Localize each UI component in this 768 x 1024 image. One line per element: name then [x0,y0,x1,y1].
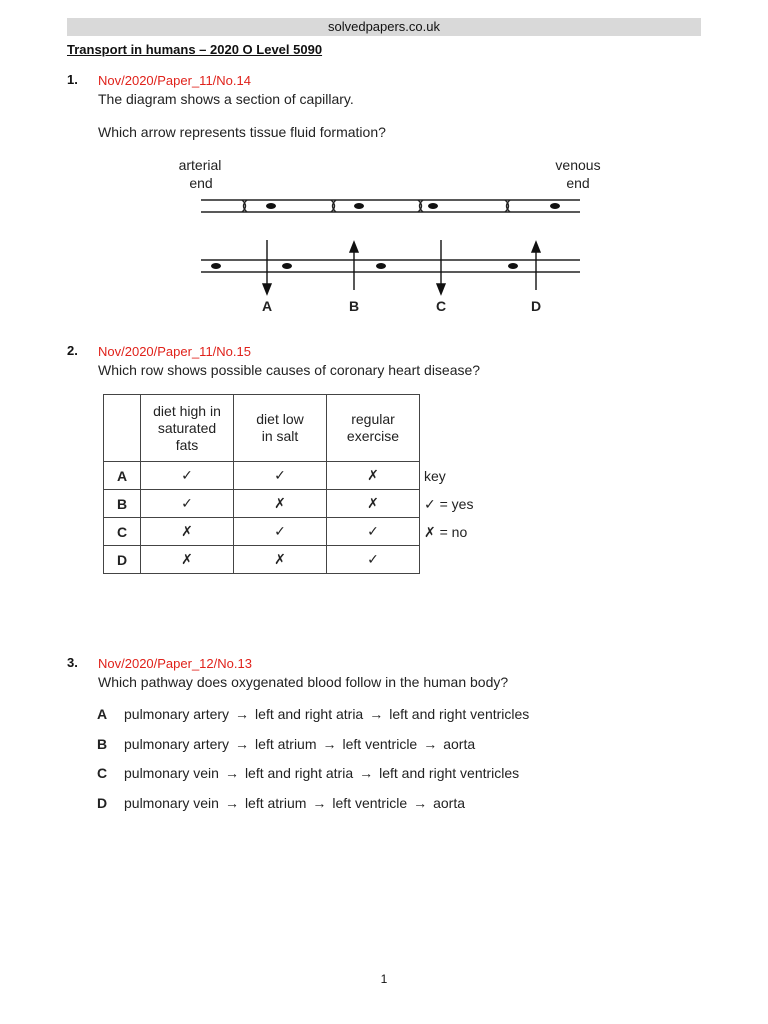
table-cell: ✓ [327,518,420,546]
question-1-source: Nov/2020/Paper_11/No.14 [98,73,251,88]
label-venous-end: end [566,175,590,191]
table-cell: ✗ [141,518,234,546]
option-c: C pulmonary vein → left and right atria → left and right ventricles [97,765,520,781]
row-label: A [104,462,141,490]
question-1-number: 1. [67,72,78,87]
arrow-b [350,242,358,290]
table-cell: ✗ [327,490,420,518]
arrow-c [437,240,445,294]
question-1-prompt: Which arrow represents tissue fluid formation? [98,124,386,140]
coronary-causes-table [103,394,420,574]
row-label: B [104,490,141,518]
table-cell: ✗ [234,546,327,574]
question-2-number: 2. [67,343,78,358]
key-no: ✗ = no [424,524,468,540]
question-3-prompt: Which pathway does oxygenated blood follow in the human body? [98,674,509,690]
option-a: A pulmonary artery → left and right atria → left and right ventricles [97,706,530,722]
label-arterial-end: end [189,175,213,191]
table-row [104,490,420,518]
table-row [104,462,420,490]
table-header-row [104,395,420,462]
table-cell: ✗ [234,490,327,518]
site-banner: solvedpapers.co.uk [67,18,701,36]
option-b: B pulmonary artery → left atrium → left ventricle → aorta [97,736,476,752]
table-header-blank [104,395,141,462]
question-2-prompt: Which row shows possible causes of coronary heart disease? [98,362,481,378]
lower-nuclei [211,263,518,269]
question-3-source: Nov/2020/Paper_12/No.13 [98,656,252,671]
row-label: D [104,546,141,574]
table-cell: ✓ [141,462,234,490]
table-header-saturated-fats: diet high in saturated fats [141,395,234,462]
row-label: C [104,518,141,546]
arrow-label-a: A [261,298,273,314]
table-cell: ✗ [327,462,420,490]
arrow-label-c: C [435,298,447,314]
question-3-number: 3. [67,655,78,670]
upper-capillary-wall [201,200,580,212]
key-yes: ✓ = yes [424,496,474,512]
arrow-label-d: D [530,298,542,314]
arrow-a [263,240,271,294]
option-d: D pulmonary vein → left atrium → left ventricle → aorta [97,795,466,811]
question-1-statement: The diagram shows a section of capillary. [98,91,354,107]
table-row [104,546,420,574]
table-cell: ✓ [327,546,420,574]
page-number: 1 [380,972,388,986]
upper-nuclei [266,203,560,209]
capillary-diagram [0,0,768,330]
table-cell: ✓ [234,518,327,546]
key-title: key [424,468,446,484]
table-header-exercise: regular exercise [327,395,420,462]
table-cell: ✗ [141,546,234,574]
arrow-label-b: B [348,298,360,314]
label-arterial: arterial [178,157,222,173]
label-venous: venous [555,157,601,173]
table-row [104,518,420,546]
arrow-d [532,242,540,290]
question-2-source: Nov/2020/Paper_11/No.15 [98,344,251,359]
document-title: Transport in humans – 2020 O Level 5090 [67,42,323,57]
table-cell: ✓ [234,462,327,490]
table-cell: ✓ [141,490,234,518]
table-header-low-salt: diet low in salt [234,395,327,462]
lower-capillary-wall [201,260,580,272]
